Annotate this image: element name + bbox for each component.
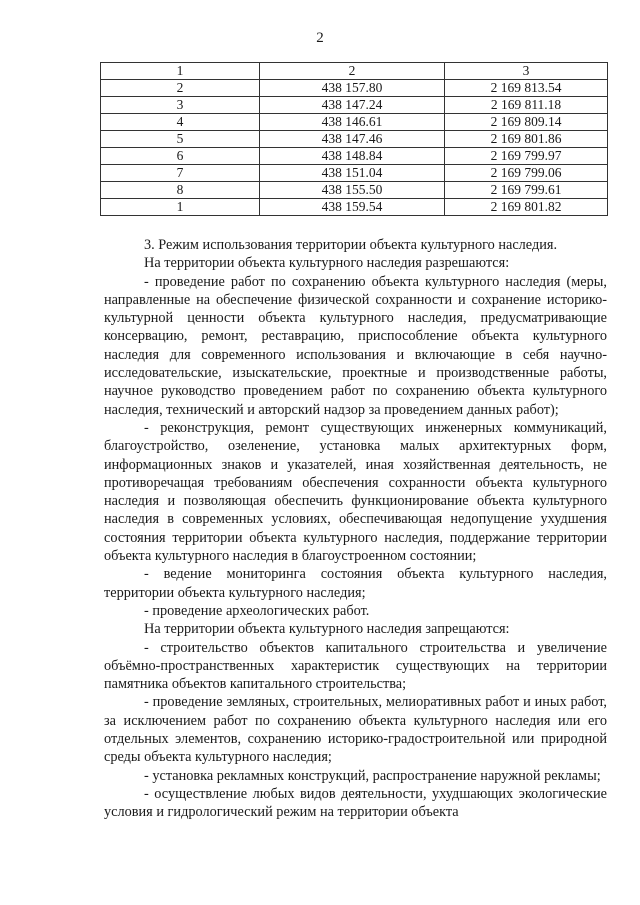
point-number-cell: 6	[101, 148, 260, 165]
y-coordinate-cell: 2 169 809.14	[445, 114, 608, 131]
x-coordinate-cell: 438 151.04	[260, 165, 445, 182]
prohibited-item: - строительство объектов капитального строительства и увеличение объёмно-пространственных характеристик существующих на территории памятника объектов капитального строительства;	[104, 639, 607, 693]
point-number-cell: 7	[101, 165, 260, 182]
table-header-row	[101, 63, 608, 80]
x-coordinate-cell: 438 148.84	[260, 148, 445, 165]
y-coordinate-cell: 2 169 799.06	[445, 165, 608, 182]
y-coordinate-cell: 2 169 799.97	[445, 148, 608, 165]
permitted-item: - проведение археологических работ.	[144, 602, 370, 619]
table-header-cell: 1	[101, 63, 260, 80]
prohibited-intro: На территории объекта культурного наследия запрещаются:	[144, 621, 510, 638]
prohibited-item: - установка рекламных конструкций, распространение наружной рекламы;	[144, 767, 601, 784]
permitted-item: - проведение работ по сохранению объекта культурного наследия (меры, направленные на обеспечение физической сохранности и сохранение историко-культурной ценности объекта культурного наследия, предусматривающие консервацию, ремонт, реставрацию, приспособление объекта культурного наследия для современного использования и включающие в себя научно-исследовательские, изыскательские, проектные и производственные работы, научное руководство проведением работ по сохранению объекта культурного наследия, технический и авторский надзор за проведением данных работ);	[104, 273, 607, 418]
table-row	[101, 199, 608, 216]
y-coordinate-cell: 2 169 801.82	[445, 199, 608, 216]
permitted-item: - реконструкция, ремонт существующих инженерных коммуникаций, благоустройство, озеленение, установка малых архитектурных форм, информационных знаков и указателей, иная хозяйственная деятельность, не противоречащая требованиям обеспечения сохранности объекта культурного наследия и позволяющая обеспечить функционирование объекта культурного наследия в современных условиях, обеспечивающая недопущение ухудшения состояния территории объекта культурного наследия, поддержание территории объекта культурного наследия в благоустроенном состоянии;	[104, 419, 607, 565]
point-number-cell: 4	[101, 114, 260, 131]
table-row	[101, 148, 608, 165]
y-coordinate-cell: 2 169 813.54	[445, 80, 608, 97]
table-row	[101, 131, 608, 148]
prohibited-item: - осуществление любых видов деятельности, ухудшающих экологические условия и гидрологический режим на территории объекта	[104, 785, 607, 821]
permitted-item: - ведение мониторинга состояния объекта культурного наследия, территории объекта культурного наследия;	[104, 566, 607, 601]
y-coordinate-cell: 2 169 811.18	[445, 97, 608, 114]
x-coordinate-cell: 438 147.46	[260, 131, 445, 148]
x-coordinate-cell: 438 157.80	[260, 80, 445, 97]
coordinates-table	[100, 62, 608, 216]
point-number-cell: 2	[101, 80, 260, 97]
x-coordinate-cell: 438 155.50	[260, 182, 445, 199]
page-number: 2	[316, 30, 324, 46]
point-number-cell: 5	[101, 131, 260, 148]
table-row	[101, 182, 608, 199]
point-number-cell: 1	[101, 199, 260, 216]
table-row	[101, 80, 608, 97]
document-body	[104, 236, 607, 822]
table-header-cell: 2	[260, 63, 445, 80]
table-header-cell: 3	[445, 63, 608, 80]
point-number-cell: 3	[101, 97, 260, 114]
y-coordinate-cell: 2 169 801.86	[445, 131, 608, 148]
table-row	[101, 114, 608, 131]
x-coordinate-cell: 438 159.54	[260, 199, 445, 216]
table-row	[101, 165, 608, 182]
point-number-cell: 8	[101, 182, 260, 199]
table-row	[101, 97, 608, 114]
x-coordinate-cell: 438 146.61	[260, 114, 445, 131]
prohibited-item: - проведение земляных, строительных, мелиоративных работ и иных работ, за исключением работ по сохранению объекта культурного наследия или его отдельных элементов, сохранению историко-градостроительной или природной среды объекта культурного наследия;	[104, 694, 607, 766]
y-coordinate-cell: 2 169 799.61	[445, 182, 608, 199]
section-heading: 3. Режим использования территории объекта культурного наследия.	[144, 237, 558, 253]
x-coordinate-cell: 438 147.24	[260, 97, 445, 114]
permitted-intro: На территории объекта культурного наследия разрешаются:	[144, 255, 510, 272]
